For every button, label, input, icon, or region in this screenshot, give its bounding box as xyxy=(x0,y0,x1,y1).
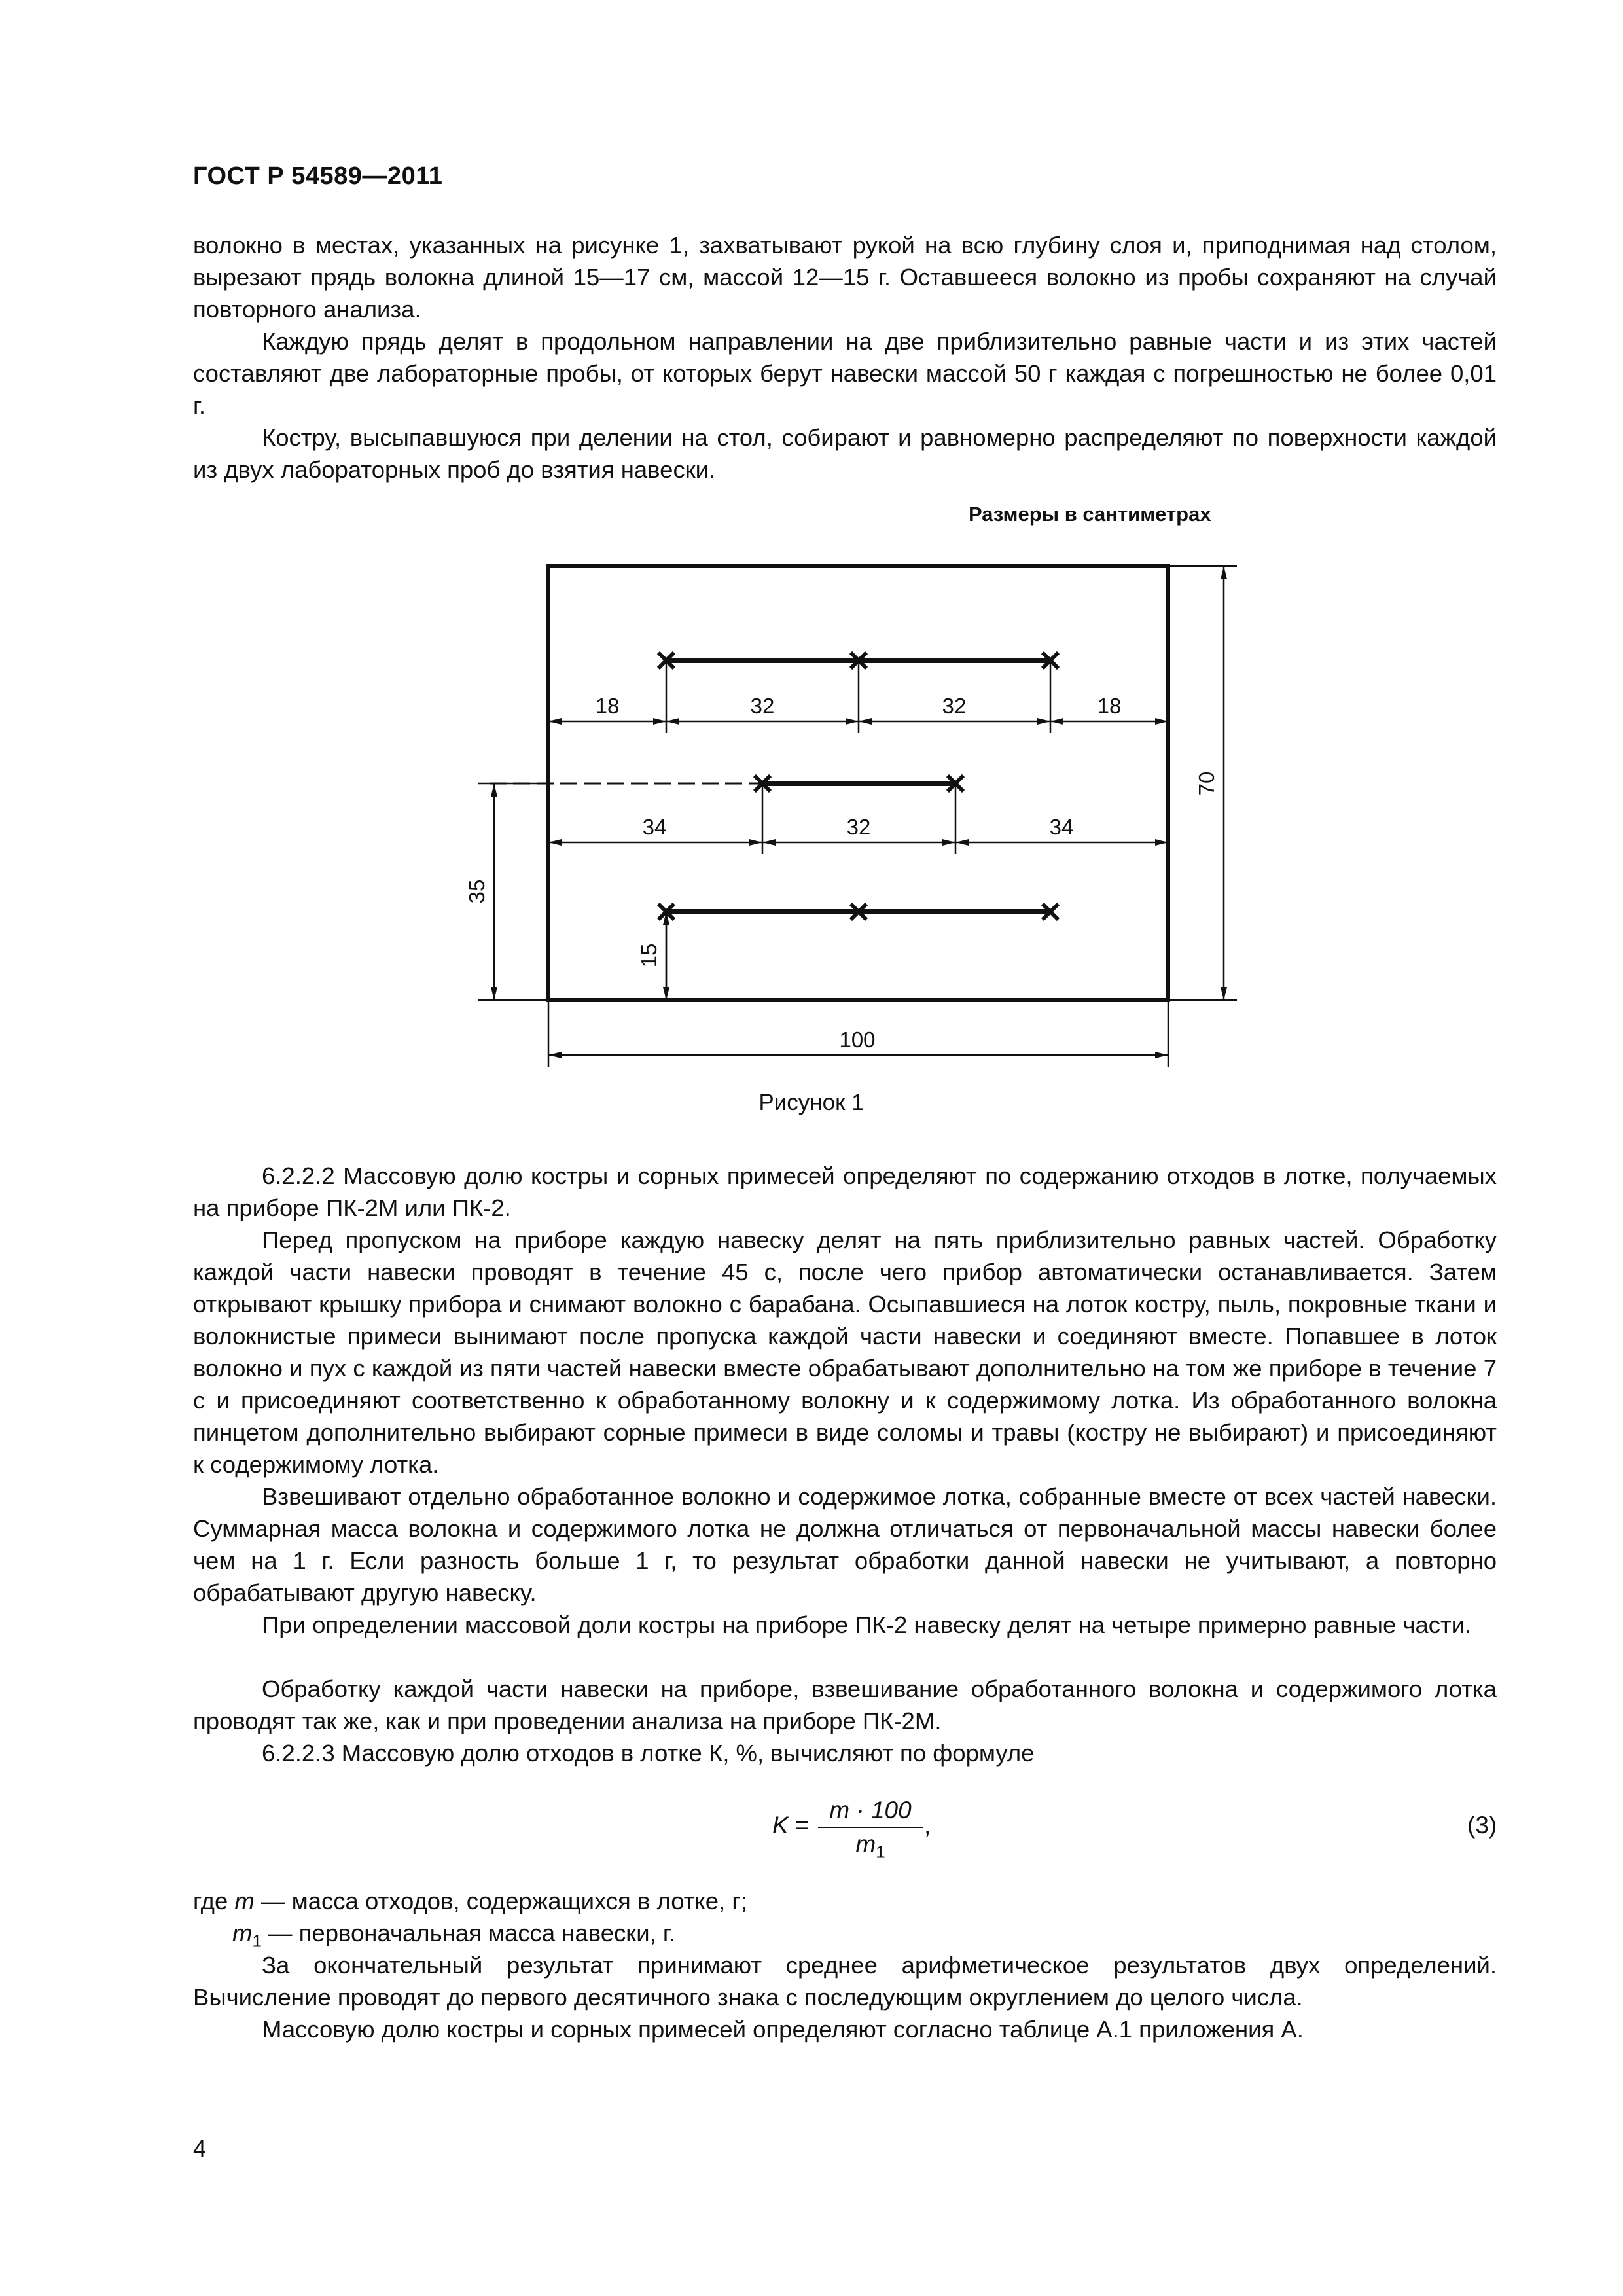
dim-label: 34 xyxy=(642,815,667,839)
figure-units-note: Размеры в сантиметрах xyxy=(969,503,1211,526)
paragraph: Каждую прядь делят в продольном направлении на две приблизительно равные части и из этих частей составляют две лабораторные пробы, от которых берут навески массой 50 г каждая с погрешностью не более 0,01 г. xyxy=(193,328,1497,419)
where-m1-sub: 1 xyxy=(252,1931,262,1951)
dim-label: 32 xyxy=(942,694,967,718)
dim-label: 100 xyxy=(839,1028,876,1052)
dim-label: 35 xyxy=(465,879,489,904)
where-prefix: где xyxy=(193,1888,235,1914)
formula-denominator: m xyxy=(855,1831,876,1857)
where-m-text: — масса отходов, содержащихся в лотке, г; xyxy=(254,1888,747,1914)
paragraph: 6.2.2.2 Массовую долю костры и сорных примесей определяют по содержанию отходов в лотке, получаемых на приборе ПК-2М или ПК-2. xyxy=(193,1162,1497,1221)
figure-caption: Рисунок 1 xyxy=(758,1090,865,1115)
dim-label: 18 xyxy=(595,694,620,718)
where-m1-text: — первоначальная масса навески, г. xyxy=(261,1920,675,1946)
paragraph: При определении массовой доли костры на приборе ПК-2 навеску делят на четыре примерно равные части. xyxy=(262,1611,1472,1638)
dim-label: 32 xyxy=(846,815,871,839)
equation-number: (3) xyxy=(1467,1812,1497,1839)
formula-numerator: m · 100 xyxy=(829,1797,912,1823)
paragraph: Перед пропуском на приборе каждую навеску делят на пять приблизительно равных частей. Обработку каждой части навески проводят в течение 45 с, после чего прибор автоматически останавливается. Затем открывают крышку прибора и снимают волокно с барабана. Осыпавшиеся на лоток костру, пыль, покровные ткани и волокнистые примеси вынимают после пропуска каждой части навески и соединяют вместе. Попавшее в лоток волокно и пух с каждой из пяти частей навески вместе обрабатывают дополнительно на том же приборе в течение 7 с и присоединяют соответственно к обработанному волокну и к содержимому лотка. Из обработанного волокна пинцетом дополнительно выбирают сорные примеси в виде соломы и травы (костру не выбирают) и присоединяют к содержимому лотка. xyxy=(193,1227,1497,1478)
paragraph: Костру, высыпавшуюся при делении на стол, собирают и равномерно распределяют по поверхности каждой из двух лабораторных проб до взятия навески. xyxy=(193,424,1497,483)
paragraph: За окончательный результат принимают среднее арифметическое результатов двух определений. Вычисление проводят до первого десятичного знака с последующим округлением до целого числа. xyxy=(193,1952,1497,2011)
dim-label: 70 xyxy=(1194,771,1219,796)
paragraph: волокно в местах, указанных на рисунке 1, захватывают рукой на всю глубину слоя и, приподнимая над столом, вырезают прядь волокна длиной 15—17 см, массой 12—15 г. Оставшееся волокно из пробы сохраняют на случай повторного анализа. xyxy=(193,232,1497,323)
paragraph: Массовую долю костры и сорных примесей определяют согласно таблице А.1 приложения А. xyxy=(262,2016,1304,2043)
document-header: ГОСТ Р 54589—2011 xyxy=(193,162,443,190)
dim-label: 15 xyxy=(637,943,661,968)
where-m xyxy=(193,1885,747,1917)
where-m-var: m xyxy=(234,1888,255,1914)
formula-lhs: K xyxy=(772,1812,789,1839)
formula-denominator-sub: 1 xyxy=(876,1842,885,1862)
where-m1-var: m xyxy=(232,1920,253,1946)
dim-label: 34 xyxy=(1049,815,1074,839)
paragraph: Обработку каждой части навески на приборе, взвешивание обработанного волокна и содержимого лотка проводят так же, как и при проведении анализа на приборе ПК-2М. xyxy=(193,1676,1497,1734)
paragraph: 6.2.2.3 Массовую долю отходов в лотке К, %, вычисляют по формуле xyxy=(262,1740,1035,1767)
formula-tail: , xyxy=(924,1812,931,1839)
paragraph: Взвешивают отдельно обработанное волокно и содержимое лотка, собранные вместе от всех частей навески. Суммарная масса волокна и содержимого лотка не должна отличаться от первоначальной массы навески более чем на 1 г. Если разность больше 1 г, то результат обработки данной навески не учитывают, а повторно обрабатывают другую навеску. xyxy=(193,1483,1497,1606)
dim-label: 18 xyxy=(1097,694,1122,718)
page-number: 4 xyxy=(193,2135,207,2162)
formula-eq: = xyxy=(788,1812,810,1839)
dim-label: 32 xyxy=(750,694,775,718)
